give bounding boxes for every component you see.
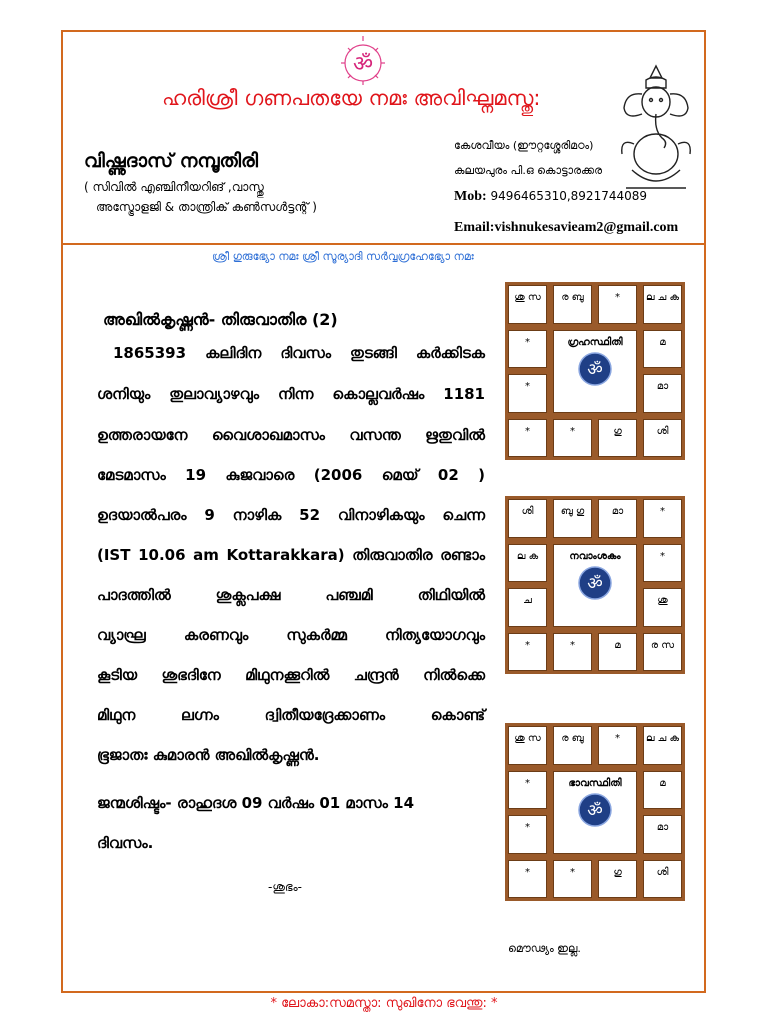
address-line-1: കേശവീയം (ഈറ്റശ്ശേരിമഠം) [454, 139, 594, 152]
astrologer-name: വിഷ്ണുദാസ് നമ്പൂതിരി [84, 150, 258, 172]
chart-cell: * [508, 374, 547, 413]
chart-cell: മാ [643, 815, 682, 854]
horoscope-line: മിഥുന ലഗ്നം ദ്വിതീയദ്രേക്കാണം കൊണ്ട് [97, 706, 485, 724]
chart-cell: * [553, 860, 592, 899]
janma-shishtam-line-2: ദിവസം. [97, 834, 154, 852]
chart-cell: ര ബു [553, 726, 592, 765]
invocation-title: ഹരിശ്രീ ഗണപതയേ നമഃ അവിഘ്നമസ്തു: [162, 86, 541, 110]
mobile-value: 9496465310,8921744089 [490, 189, 648, 203]
ganesha-illustration-icon [612, 58, 700, 198]
closing-shubham: -ശുഭം- [268, 880, 302, 894]
chart-cell: * [508, 860, 547, 899]
svg-text:ॐ: ॐ [352, 52, 374, 77]
svg-text:ॐ: ॐ [587, 359, 603, 380]
chart-cell: മാ [598, 499, 637, 538]
svg-text:ॐ: ॐ [587, 800, 603, 821]
chart-cell: ശി [643, 419, 682, 458]
horoscope-line: (IST 10.06 am Kottarakkara) തിരുവാതിര രണ്ടാം [97, 546, 485, 564]
mobile-label: Mob: [454, 189, 487, 204]
chart-cell: ശു [643, 588, 682, 627]
chart-cell: ച [508, 588, 547, 627]
chart-center [553, 544, 637, 627]
chart-cell: * [643, 544, 682, 583]
chart-cell: മാ [643, 374, 682, 413]
chart-center [553, 771, 637, 854]
horoscope-line: ഭൂജാതഃ കുമാരൻ അഖിൽകൃഷ്ണൻ. [97, 746, 320, 764]
chart-cell: * [508, 815, 547, 854]
chart-title: ഭാവസ്ഥിതി [568, 777, 622, 789]
address-line-2: കലയപുരം പി.ഒ കൊട്ടാരക്കര [454, 164, 602, 177]
header-divider [61, 243, 706, 245]
om-medallion-icon [578, 566, 612, 600]
qualification-line-2: അസ്ട്രോളജി & താന്ത്രിക് കൺസൾട്ടന്റ് ) [96, 200, 317, 214]
chart-cell: * [508, 419, 547, 458]
horoscope-line: മേടമാസം 19 കുജവാരെ (2006 മെയ് 02 ) [97, 466, 485, 484]
rasi-chart [505, 282, 685, 460]
chart-cell: ല ച ക [643, 726, 682, 765]
horoscope-line: പാദത്തിൽ ശുക്ലപക്ഷ പഞ്ചമി തിഥിയിൽ [97, 586, 485, 604]
qualification-line-1: ( സിവിൽ എഞ്ചിനീയറിങ് ,വാസ്തു [84, 180, 264, 194]
horoscope-line: ശനിയും തുലാവ്യാഴവും നിന്ന കൊല്ലവർഷം 1181 [97, 385, 485, 403]
horoscope-line: 1865393 കലിദിന ദിവസം തുടങ്ങി കർക്കിടക [113, 344, 485, 362]
chart-cell: * [508, 330, 547, 369]
chart-cell: മ [598, 633, 637, 672]
chart-title: നവാംശകം [569, 550, 621, 562]
chart-cell: ശി [643, 860, 682, 899]
om-emblem-icon [338, 36, 388, 86]
janma-shishtam-line-1: ജന്മശിഷ്ടം- രാഹുദശ 09 വർഷം 01 മാസം 14 [97, 794, 415, 812]
om-medallion-icon [578, 793, 612, 827]
horoscope-line: ഉത്തരായനേ വൈശാഖമാസം വസന്ത ഋതുവിൽ [97, 426, 485, 444]
chart-cell: ശു സ [508, 285, 547, 324]
chart-cell: ഗു [598, 860, 637, 899]
chart-cell: ഗു [598, 419, 637, 458]
chart-cell: * [508, 633, 547, 672]
chart-cell: ര ബു [553, 285, 592, 324]
mobile-numbers [454, 189, 647, 205]
chart-cell: * [553, 419, 592, 458]
chart-cell: * [508, 771, 547, 810]
chart-title: ഗ്രഹസ്ഥിതി [567, 336, 623, 348]
prayer-line: ശ്രീ ഗുരുഭ്യോ നമഃ ശ്രീ സൂര്യാദി സർവ്വഗ്രഹേഭ്യോ നമഃ [212, 250, 474, 263]
moudhyam-note: മൌഢ്യം ഇല്ല. [508, 942, 581, 955]
horoscope-heading: അഖിൽകൃഷ്ണൻ- തിരുവാതിര (2) [103, 310, 338, 329]
horoscope-line: ഉദയാൽപരം 9 നാഴിക 52 വിനാഴികയും ചെന്ന [97, 506, 485, 524]
chart-cell: മ [643, 330, 682, 369]
chart-cell: ബു ഗു [553, 499, 592, 538]
rasi-chart [505, 723, 685, 901]
email-address: Email:vishnukesavieam2@gmail.com [454, 220, 679, 235]
svg-text:ॐ: ॐ [587, 573, 603, 594]
chart-cell: ശി [508, 499, 547, 538]
chart-cell: ശു സ [508, 726, 547, 765]
chart-cell: * [598, 726, 637, 765]
chart-cell: ര സ [643, 633, 682, 672]
chart-cell: ല ക [508, 544, 547, 583]
horoscope-line: കൂടിയ ശുഭദിനേ മിഥുനക്കൂറിൽ ചന്ദ്രൻ നിൽക്കെ [97, 666, 485, 684]
chart-cell: * [643, 499, 682, 538]
chart-cell: * [553, 633, 592, 672]
chart-cell: മ [643, 771, 682, 810]
om-medallion-icon [578, 352, 612, 386]
chart-cell: ല ച ക [643, 285, 682, 324]
chart-center [553, 330, 637, 413]
footer-blessing: * ലോകാ:സമസ്താ: സുഖിനോ ഭവന്തു: * [270, 996, 498, 1011]
chart-cell: * [598, 285, 637, 324]
horoscope-line: വ്യാഘ്ര കരണവും സുകർമ്മ നിത്യയോഗവും [97, 626, 485, 644]
rasi-chart [505, 496, 685, 674]
